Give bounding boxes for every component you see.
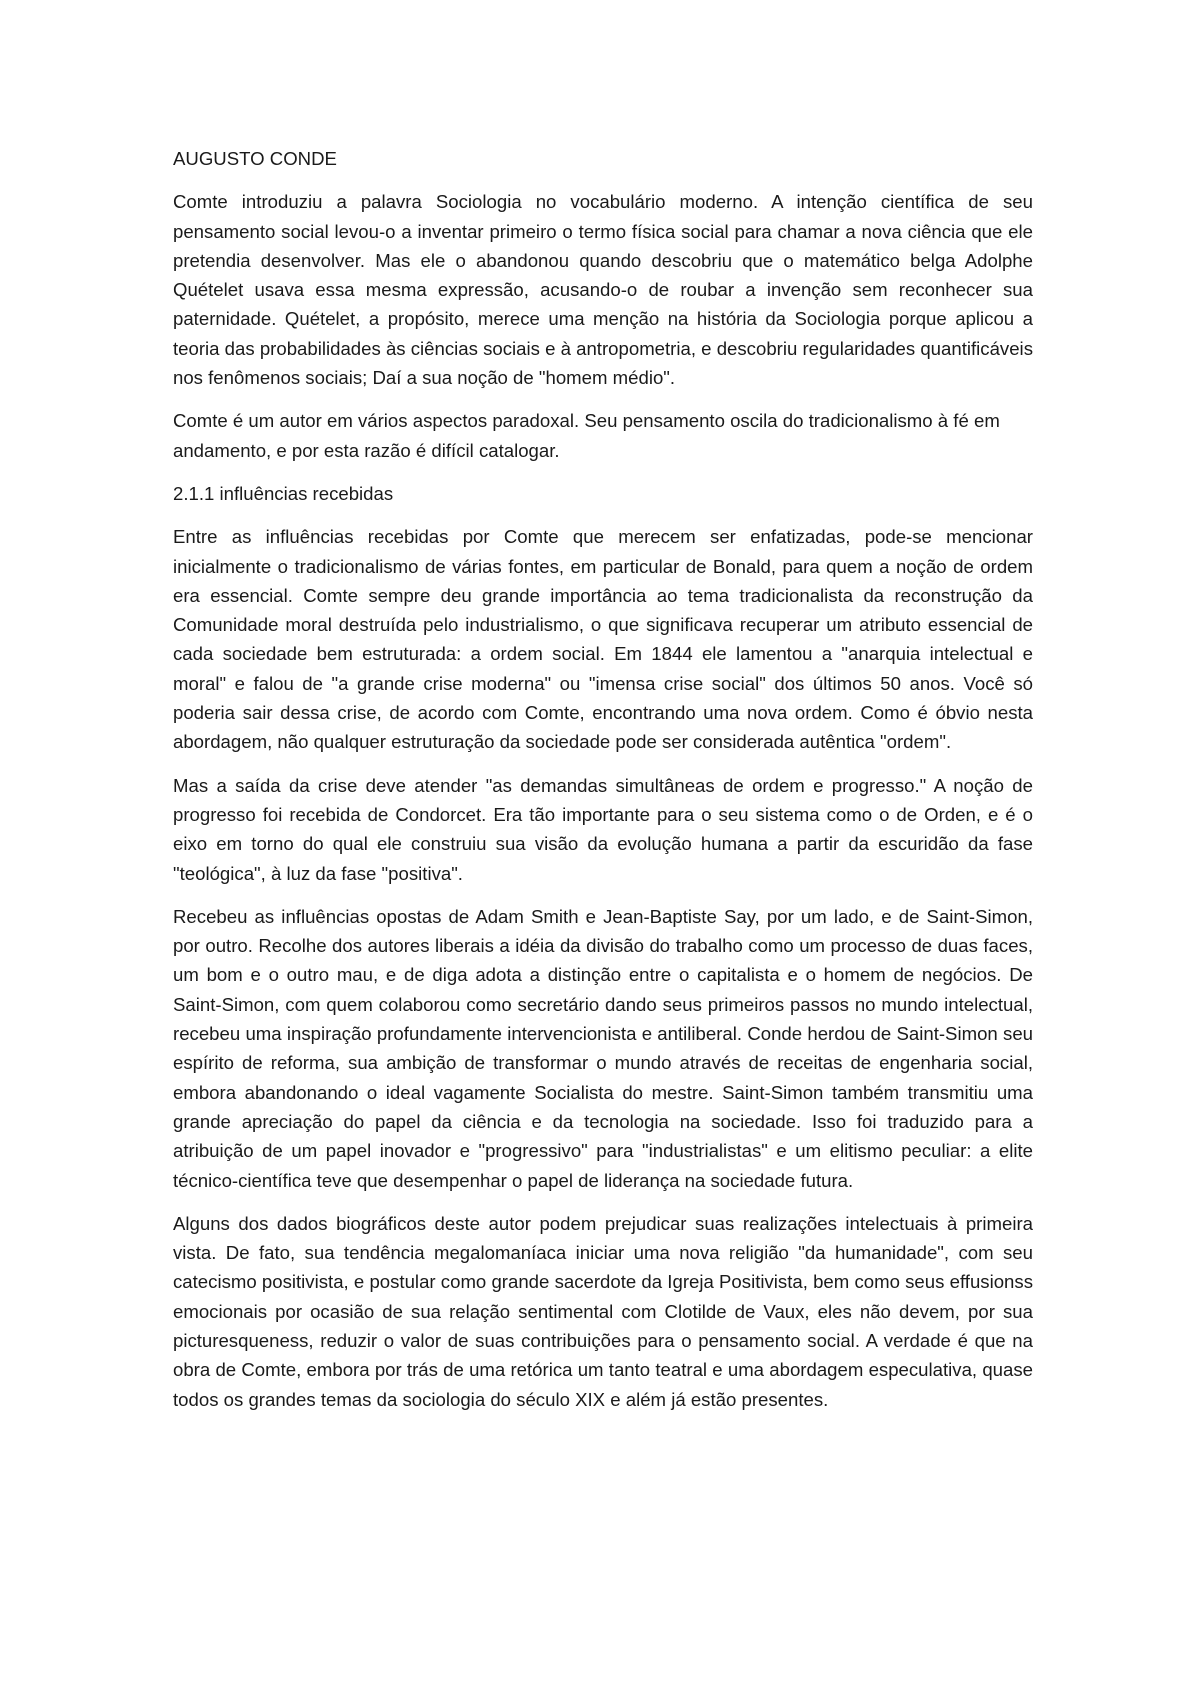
document-title: AUGUSTO CONDE [173,148,337,169]
paragraph-paradox: Comte é um autor em vários aspectos paradoxal. Seu pensamento oscila do tradicionalismo à fé em andamento, e por esta razão é difícil catalogar. [173,410,1000,461]
section-heading: 2.1.1 influências recebidas [173,482,394,504]
paragraph-influences: Entre as influências recebidas por Comte que merecem ser enfatizadas, pode-se mencionar inicialmente o tradicionalismo de várias fontes, em particular de Bonald, para quem a noção de ordem era essencial. Comte sempre deu grande importância ao tema tradicionalista da reconstrução da Comunidade moral destruída pelo industrialismo, o que significava recuperar um atributo essencial de cada sociedade bem estruturada: a ordem social. Em 1844 ele lamentou a "anarquia intelectual e moral" e falou de "a grande crise moderna" ou "imensa crise social" dos últimos 50 anos. Você só poderia sair dessa crise, de acordo com Comte, encontrando uma nova ordem. Como é óbvio nesta abordagem, não qualquer estruturação da sociedade pode ser considerada autêntica "ordem". [173,526,1033,753]
paragraph-progress: Mas a saída da crise deve atender "as demandas simultâneas de ordem e progresso." A noção de progresso foi recebida de Condorcet. Era tão importante para o seu sistema como o de Orden, e é o eixo em torno do qual ele construiu sua visão da evolução humana a partir da escuridão da fase "teológica", à luz da fase "positiva". [173,774,1033,884]
document-page [173,144,1033,1428]
paragraph-biography: Alguns dos dados biográficos deste autor podem prejudicar suas realizações intelectuais à primeira vista. De fato, sua tendência megalomaníaca iniciar uma nova religião "da humanidade", com seu catecismo positivista, e postular como grande sacerdote da Igreja Positivista, bem como seus effusionss emocionais por ocasião de sua relação sentimental com Clotilde de Vaux, eles não devem, por sua picturesqueness, reduzir o valor de suas contribuições para o pensamento social. A verdade é que na obra de Comte, embora por trás de uma retórica um tanto teatral e uma abordagem especulativa, quase todos os grandes temas da sociologia do século XIX e além já estão presentes. [173,1212,1033,1410]
paragraph-opposing-influences: Recebeu as influências opostas de Adam Smith e Jean-Baptiste Say, por um lado, e de Saint-Simon, por outro. Recolhe dos autores liberais a idéia da divisão do trabalho como um processo de duas faces, um bom e o outro mau, e de diga adota a distinção entre o capitalista e o homem de negócios. De Saint-Simon, com quem colaborou como secretário dando seus primeiros passos no mundo intelectual, recebeu uma inspiração profundamente intervencionista e antiliberal. Conde herdou de Saint-Simon seu espírito de reforma, sua ambição de transformar o mundo através de receitas de engenharia social, embora abandonando o ideal vagamente Socialista do mestre. Saint-Simon também transmitiu uma grande apreciação do papel da ciência e da tecnologia na sociedade. Isso foi traduzido para a atribuição de um papel inovador e "progressivo" para "industrialistas" e um elitismo peculiar: a elite técnico-científica teve que desempenhar o papel de liderança na sociedade futura. [173,905,1033,1191]
paragraph-intro: Comte introduziu a palavra Sociologia no vocabulário moderno. A intenção científica de seu pensamento social levou-o a inventar primeiro o termo física social para chamar a nova ciência que ele pretendia desenvolver. Mas ele o abandonou quando descobriu que o matemático belga Adolphe Quételet usava essa mesma expressão, acusando-o de roubar a invenção sem reconhecer sua paternidade. Quételet, a propósito, merece uma menção na história da Sociologia porque aplicou a teoria das probabilidades às ciências sociais e à antropometria, e descobriu regularidades quantificáveis nos fenômenos sociais; Daí a sua noção de "homem médio". [173,191,1033,389]
